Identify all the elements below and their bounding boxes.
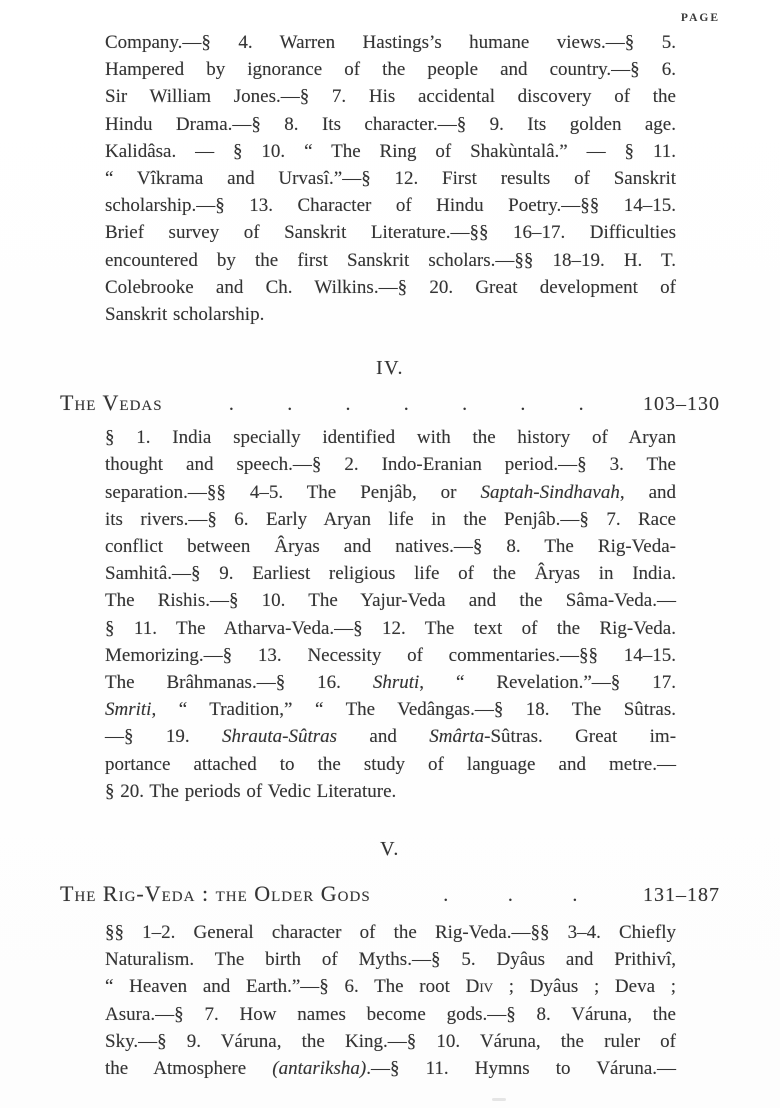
text-run: “ Heaven and Earth.”—§ 6. The root xyxy=(105,976,466,998)
text-run: encountered by the first Sanskrit scholars.—§§ 18–19. H. T. xyxy=(105,249,676,271)
italic-term: Shruti xyxy=(372,672,420,694)
chapter5-page-range: 131–187 xyxy=(643,884,720,907)
text-run: Sanskrit scholarship. xyxy=(105,304,265,326)
text-line xyxy=(105,301,676,328)
text-run: Naturalism. The birth of Myths.—§ 5. Dyâus and Prithivî, xyxy=(105,949,676,971)
text-run: Asura.—§ 7. How names become gods.—§ 8. Váruna, the xyxy=(105,1003,676,1025)
text-run: The Rishis.—§ 10. The Yajur-Veda and the Sâma-Veda.— xyxy=(105,590,676,612)
small-caps-term: Div xyxy=(465,976,494,998)
text-run: Sir William Jones.—§ 7. His accidental discovery of the xyxy=(105,86,676,108)
text-line xyxy=(105,723,676,750)
text-line xyxy=(105,451,676,478)
text-line xyxy=(105,1028,676,1055)
text-run: its rivers.—§ 6. Early Aryan life in the Penjâb.—§ 7. Race xyxy=(105,508,676,530)
italic-term: Shrauta-Sûtras xyxy=(221,726,338,748)
text-line xyxy=(105,219,676,246)
text-run: Company.—§ 4. Warren Hastings’s humane views.—§ 5. xyxy=(105,32,676,53)
text-run: Brief survey of Sanskrit Literature.—§§ 16–17. Difficulties xyxy=(105,222,676,244)
text-run: Hindu Drama.—§ 8. Its character.—§ 9. Its golden age. xyxy=(105,113,676,135)
toc-entry-vedas xyxy=(60,388,720,419)
text-line xyxy=(105,424,676,451)
leader-dot: . xyxy=(403,393,410,416)
toc-entry-rigveda xyxy=(60,879,720,910)
text-run: -Sûtras. Great im- xyxy=(484,726,677,748)
text-line xyxy=(105,83,676,110)
text-run: , “ Tradition,” “ The Vedângas.—§ 18. The Sûtras. xyxy=(151,699,676,721)
italic-term: Smriti xyxy=(105,699,152,721)
leader-dot: . xyxy=(345,393,352,416)
chapter5-number-heading: V. xyxy=(380,838,400,861)
chapter5-title: The Rig-Veda : the Older Gods xyxy=(60,881,371,907)
leader-dot: . xyxy=(228,393,235,416)
text-line xyxy=(105,587,676,614)
text-run: , “ Revelation.”—§ 17. xyxy=(419,672,676,694)
leader-dot: . xyxy=(443,884,450,907)
leader-dot: . xyxy=(462,393,469,416)
chapter3-summary-continuation xyxy=(105,29,676,328)
text-line xyxy=(105,642,676,669)
text-line xyxy=(105,192,676,219)
text-run: separation.—§§ 4–5. The Penjâb, or xyxy=(105,481,481,503)
text-run: Colebrooke and Ch. Wilkins.—§ 20. Great development of xyxy=(105,276,676,298)
text-run: .—§ 11. Hymns to Váruna.— xyxy=(366,1058,676,1080)
text-run: portance attached to the study of language and metre.— xyxy=(105,753,676,775)
text-line xyxy=(105,946,676,973)
text-run: Hampered by ignorance of the people and country.—§ 6. xyxy=(105,59,676,81)
text-run: scholarship.—§ 13. Character of Hindu Poetry.—§§ 14–15. xyxy=(105,195,676,217)
text-run: §§ 1–2. General character of the Rig-Veda.—§§ 3–4. Chiefly xyxy=(105,922,676,944)
chapter4-title: The Vedas xyxy=(60,390,163,416)
chapter4-summary xyxy=(105,424,676,805)
text-run: thought and speech.—§ 2. Indo-Eranian period.—§ 3. The xyxy=(105,454,676,476)
italic-term: (antariksha) xyxy=(272,1058,367,1080)
text-run: Memorizing.—§ 13. Necessity of commentaries.—§§ 14–15. xyxy=(105,644,676,666)
text-line xyxy=(105,479,676,506)
text-line xyxy=(105,919,676,946)
text-run: conflict between Âryas and natives.—§ 8. The Rig-Veda- xyxy=(105,536,676,558)
text-run: , and xyxy=(619,481,676,503)
italic-term: Saptah-Sindhavah xyxy=(480,481,620,503)
chapter4-number-heading: IV. xyxy=(375,357,405,380)
text-line xyxy=(105,165,676,192)
text-run: —§ 19. xyxy=(105,726,222,748)
text-line xyxy=(105,778,676,805)
text-run: Kalidâsa. — § 10. “ The Ring of Shakùntalâ.” — § 11. xyxy=(105,140,676,162)
scan-smudge xyxy=(492,1098,506,1101)
text-run: § 11. The Atharva-Veda.—§ 12. The text of the Rig-Veda. xyxy=(105,617,676,639)
dot-leader xyxy=(163,389,643,419)
text-run: “ Vîkrama and Urvasî.”—§ 12. First results of Sanskrit xyxy=(105,168,676,190)
text-line xyxy=(105,533,676,560)
italic-term: Smârta xyxy=(429,726,485,748)
leader-dot: . xyxy=(578,393,585,416)
text-line xyxy=(105,696,676,723)
leader-dot: . xyxy=(507,884,514,907)
text-line xyxy=(105,615,676,642)
text-line xyxy=(105,138,676,165)
text-run: Sky.—§ 9. Váruna, the King.—§ 10. Váruna, the ruler of xyxy=(105,1030,676,1052)
page-column-header: PAGE xyxy=(680,12,720,24)
text-line xyxy=(105,751,676,778)
text-line xyxy=(105,669,676,696)
text-line xyxy=(105,29,676,56)
text-line xyxy=(105,1001,676,1028)
text-run: The Brâhmanas.—§ 16. xyxy=(105,672,373,694)
dot-leader xyxy=(371,880,643,910)
text-run: § 20. The periods of Vedic Literature. xyxy=(105,780,397,802)
chapter4-page-range: 103–130 xyxy=(643,393,720,416)
text-run: Samhitâ.—§ 9. Earliest religious life of the Âryas in India. xyxy=(105,563,676,585)
text-line xyxy=(105,56,676,83)
text-line xyxy=(105,111,676,138)
text-line xyxy=(105,1055,676,1082)
text-run: the Atmosphere xyxy=(105,1058,273,1080)
leader-dot: . xyxy=(520,393,527,416)
leader-dot: . xyxy=(287,393,294,416)
text-run: § 1. India specially identified with the history of Aryan xyxy=(105,427,676,449)
leader-dot: . xyxy=(572,884,579,907)
text-line xyxy=(105,506,676,533)
text-line xyxy=(105,560,676,587)
text-line xyxy=(105,274,676,301)
text-run: ; Dyâus ; Deva ; xyxy=(493,976,676,998)
text-line xyxy=(105,973,676,1000)
text-run: and xyxy=(337,726,430,748)
text-line xyxy=(105,247,676,274)
chapter5-summary xyxy=(105,919,676,1082)
